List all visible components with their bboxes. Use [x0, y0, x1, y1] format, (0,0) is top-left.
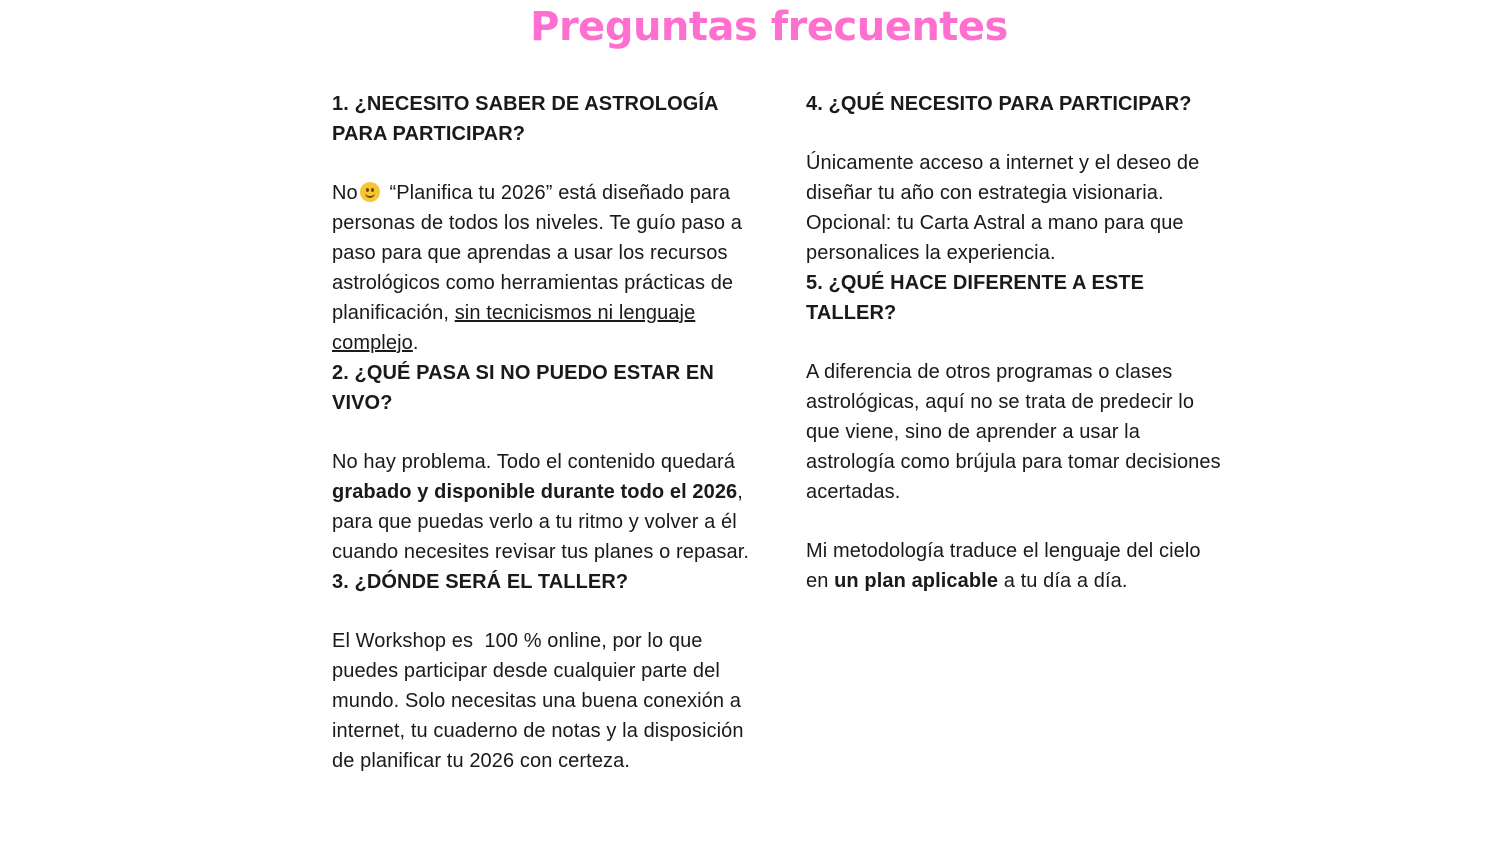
faq-item-2: [332, 358, 762, 567]
faq-question-5: 5. ¿QUÉ HACE DIFERENTE A ESTE TALLER?: [806, 272, 1145, 324]
faq-item-5: [806, 268, 1226, 596]
answer-5-p2-bold: un plan aplicable: [834, 570, 999, 592]
faq-answer-4: Únicamente acceso a internet y el deseo de diseñar tu año con estrategia visionaria. Opcional: tu Carta Astral a mano para que personalices la experiencia.: [806, 152, 1200, 264]
page-title: Preguntas frecuentes: [530, 4, 1008, 50]
faq-answer-3: El Workshop es 100 % online, por lo que puedes participar desde cualquier parte del mundo. Solo necesitas una buena conexión a internet, tu cuaderno de notas y la disposición de planificar tu 2026 con certeza.: [332, 630, 750, 772]
answer-2-bold: grabado y disponible durante todo el 2026: [332, 481, 738, 503]
faq-answer-5-p1: A diferencia de otros programas o clases astrológicas, aquí no se trata de predecir lo que viene, sino de aprender a usar la astrología como brújula para tomar decisiones acertadas.: [806, 361, 1221, 503]
faq-answer-5-p2: [806, 536, 1226, 596]
faq-item-4: [806, 89, 1226, 268]
faq-column-right: [806, 89, 1226, 596]
answer-1-start: No: [332, 182, 358, 204]
faq-answer-2: [332, 447, 762, 567]
faq-item-3: [332, 567, 762, 776]
answer-1-end: .: [412, 332, 419, 354]
smiley-face-icon: [360, 182, 380, 202]
answer-5-p2-end: a tu día a día.: [998, 570, 1128, 592]
faq-column-left: [332, 89, 762, 776]
faq-question-4: 4. ¿QUÉ NECESITO PARA PARTICIPAR?: [806, 93, 1192, 115]
faq-question-1: 1. ¿NECESITO SABER DE ASTROLOGÍA PARA PARTICIPAR?: [332, 93, 718, 145]
answer-2-start: No hay problema. Todo el contenido quedará: [332, 451, 735, 473]
answer-1-underlined: sin tecnicismos ni lenguaje complejo: [332, 302, 696, 354]
faq-question-3: 3. ¿DÓNDE SERÁ EL TALLER?: [332, 571, 629, 593]
answer-2-end: , para que puedas verlo a tu ritmo y volver a él cuando necesites revisar tus planes o repasar.: [332, 481, 750, 563]
faq-question-2: 2. ¿QUÉ PASA SI NO PUEDO ESTAR EN VIVO?: [332, 362, 714, 414]
faq-answer-1: [332, 178, 762, 358]
faq-item-1: [332, 89, 762, 358]
answer-1-mid: “Planifica tu 2026” está diseñado para personas de todos los niveles. Te guío paso a paso para que aprendas a usar los recursos astrológicos como herramientas prácticas de planificación,: [332, 182, 742, 324]
answer-5-p2-start: Mi metodología traduce el lenguaje del cielo en: [806, 540, 1201, 592]
